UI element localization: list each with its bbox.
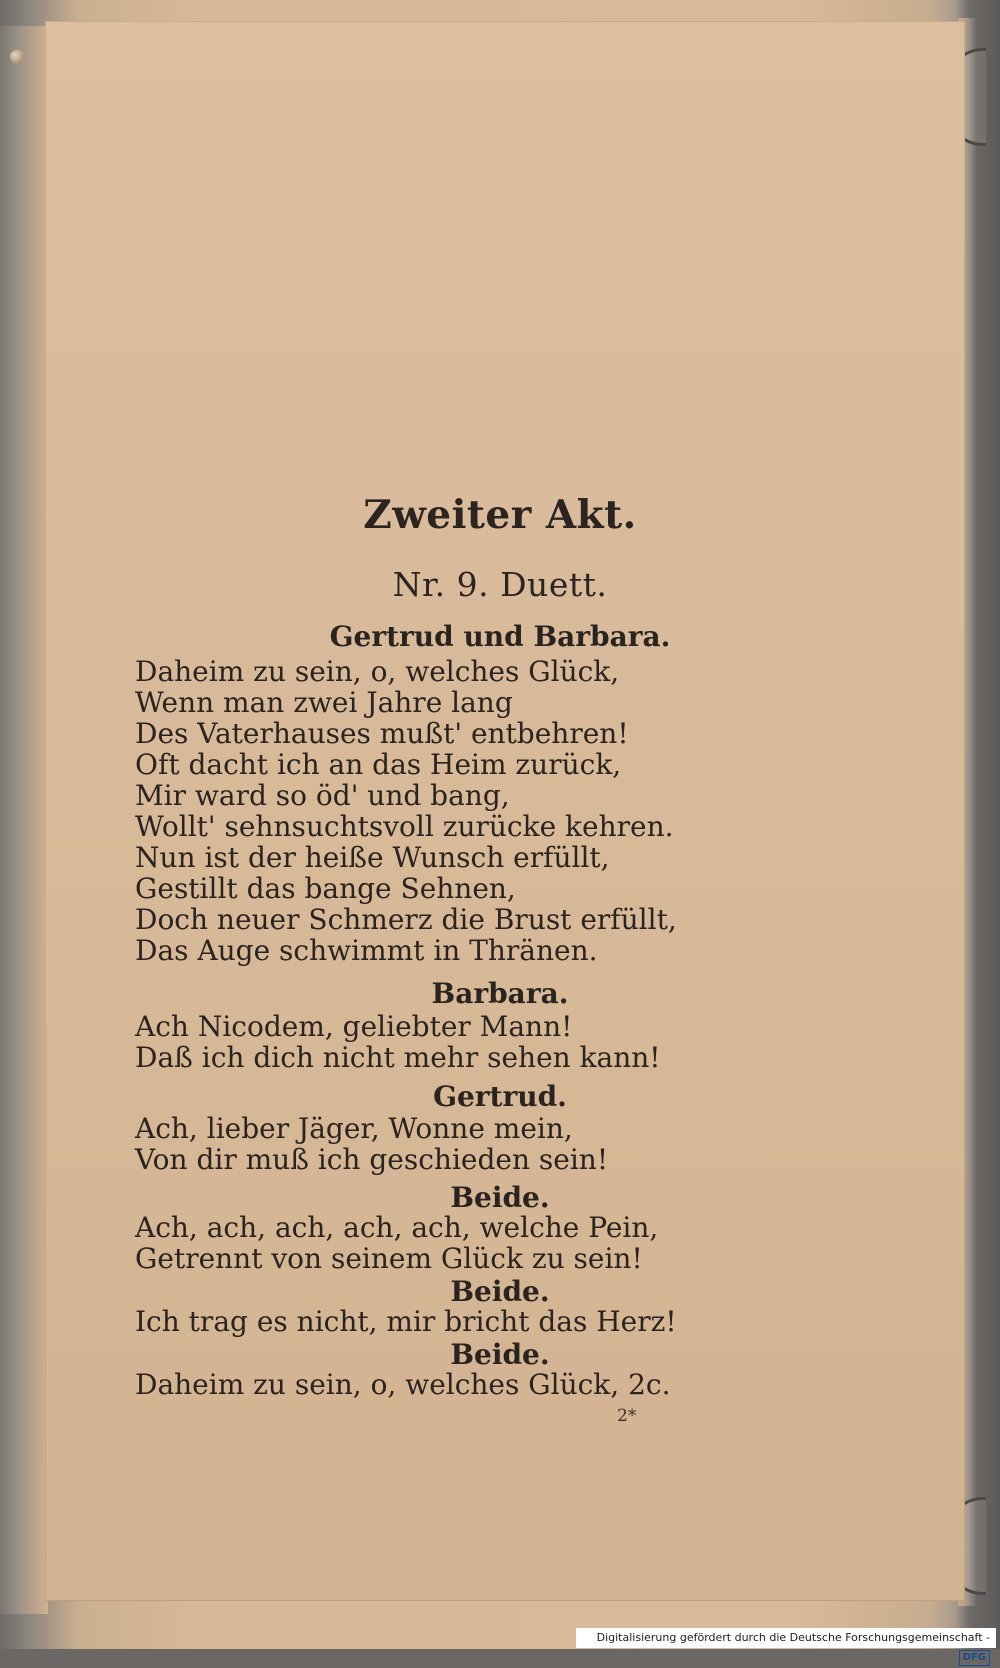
speaker-heading: Beide. [450, 1338, 550, 1371]
footer-text: Digitalisierung gefördert durch die Deutsche Forschungsgemeinschaft - [596, 1631, 990, 1644]
verse-line: Daß ich dich nicht mehr sehen kann! [135, 1041, 661, 1074]
speaker-heading: Gertrud und Barbara. [329, 620, 671, 653]
verse-line: Oft dacht ich an das Heim zurück, [135, 748, 622, 781]
verse-line: Wenn man zwei Jahre lang [135, 686, 513, 719]
verse-line: Daheim zu sein, o, welches Glück, [135, 655, 620, 688]
verse-line: Mir ward so öd' und bang, [135, 779, 510, 812]
verse-line: Wollt' sehnsuchtsvoll zurücke kehren. [135, 810, 674, 843]
speaker-heading: Beide. [450, 1181, 550, 1214]
verse-line: Daheim zu sein, o, welches Glück, 2c. [135, 1368, 671, 1401]
verse-line: Doch neuer Schmerz die Brust erfüllt, [135, 903, 677, 936]
verse-line: Gestillt das bange Sehnen, [135, 872, 516, 905]
verse-line: Das Auge schwimmt in Thränen. [135, 934, 598, 967]
digitization-footer [576, 1628, 996, 1663]
verse-line: Nun ist der heiße Wunsch erfüllt, [135, 841, 610, 874]
verse-line: Ach, ach, ach, ach, ach, welche Pein, [135, 1211, 659, 1244]
speaker-heading: Gertrud. [433, 1080, 567, 1113]
verse-line: Des Vaterhauses mußt' entbehren! [135, 717, 629, 750]
verse-line: Ich trag es nicht, mir bricht das Herz! [135, 1305, 677, 1338]
verse-line: Ach, lieber Jäger, Wonne mein, [135, 1112, 573, 1145]
number-title: Nr. 9. Duett. [392, 565, 608, 604]
page-signature: 2* [617, 1406, 637, 1426]
verse-line: Von dir muß ich geschieden sein! [135, 1143, 609, 1176]
verse-line: Ach Nicodem, geliebter Mann! [135, 1010, 573, 1043]
speaker-heading: Beide. [450, 1275, 550, 1308]
dfg-logo-icon: DFG [959, 1650, 990, 1666]
verse-line: Getrennt von seinem Glück zu sein! [135, 1242, 643, 1275]
speaker-heading: Barbara. [431, 977, 569, 1010]
act-title: Zweiter Akt. [363, 492, 637, 538]
